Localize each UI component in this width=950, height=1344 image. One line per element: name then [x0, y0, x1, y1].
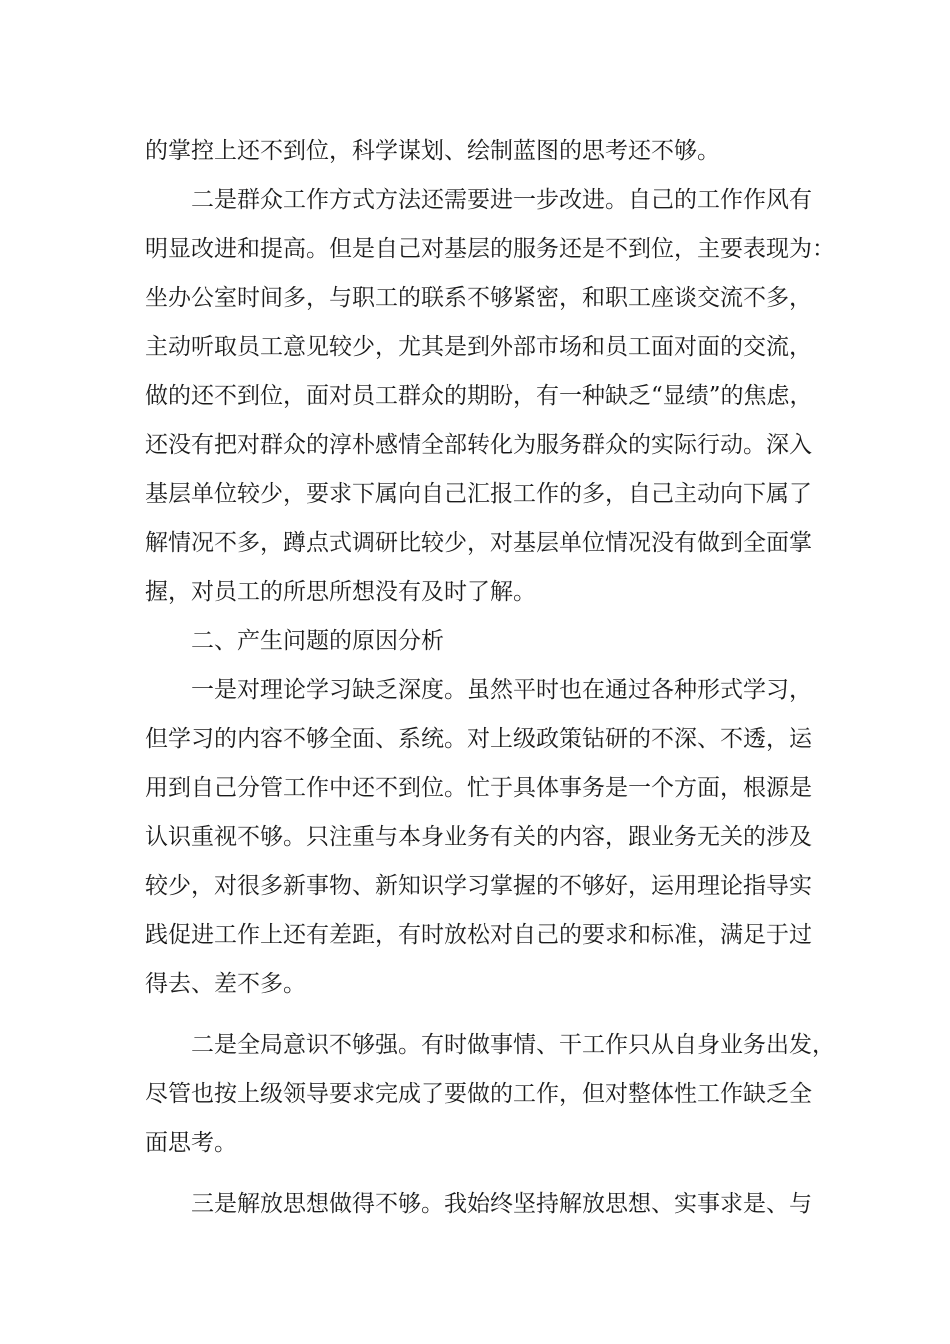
paragraph-first-line: 二是全局意识不够强。有时做事情、干工作只从自身业务出发，	[191, 1032, 835, 1058]
paragraph-first-line: 二是群众工作方式方法还需要进一步改进。自己的工作作风有	[191, 187, 812, 213]
text-line: 握，对员工的所思所想没有及时了解。	[145, 579, 536, 605]
text-line: 主动听取员工意见较少，尤其是到外部市场和员工面对面的交流，	[145, 334, 812, 360]
text-line: 基层单位较少，要求下属向自己汇报工作的多，自己主动向下属了	[145, 481, 812, 507]
text-line: 明显改进和提高。但是自己对基层的服务还是不到位，主要表现为：	[145, 236, 835, 262]
paragraph-first-line: 一是对理论学习缺乏深度。虽然平时也在通过各种形式学习，	[191, 677, 812, 703]
text-line: 认识重视不够。只注重与本身业务有关的内容，跟业务无关的涉及	[145, 824, 812, 850]
text-line: 得去、差不多。	[145, 971, 306, 997]
text-line: 做的还不到位，面对员工群众的期盼，有一种缺乏“显绩”的焦虑，	[145, 383, 813, 409]
text-line: 但学习的内容不够全面、系统。对上级政策钻研的不深、不透，运	[145, 726, 812, 752]
text-line: 用到自己分管工作中还不到位。忙于具体事务是一个方面，根源是	[145, 775, 812, 801]
text-line: 坐办公室时间多，与职工的联系不够紧密，和职工座谈交流不多，	[145, 285, 812, 311]
paragraph-first-line: 三是解放思想做得不够。我始终坚持解放思想、实事求是、与	[191, 1191, 812, 1217]
text-line: 解情况不多，蹲点式调研比较少，对基层单位情况没有做到全面掌	[145, 530, 812, 556]
section-heading: 二、产生问题的原因分析	[191, 628, 444, 654]
text-line: 尽管也按上级领导要求完成了要做的工作，但对整体性工作缺乏全	[145, 1081, 812, 1107]
text-line: 较少，对很多新事物、新知识学习掌握的不够好，运用理论指导实	[145, 873, 812, 899]
text-line: 践促进工作上还有差距，有时放松对自己的要求和标准，满足于过	[145, 922, 812, 948]
text-line: 面思考。	[145, 1130, 237, 1156]
text-line: 还没有把对群众的淳朴感情全部转化为服务群众的实际行动。深入	[145, 432, 812, 458]
text-line: 的掌控上还不到位，科学谋划、绘制蓝图的思考还不够。	[145, 138, 720, 164]
